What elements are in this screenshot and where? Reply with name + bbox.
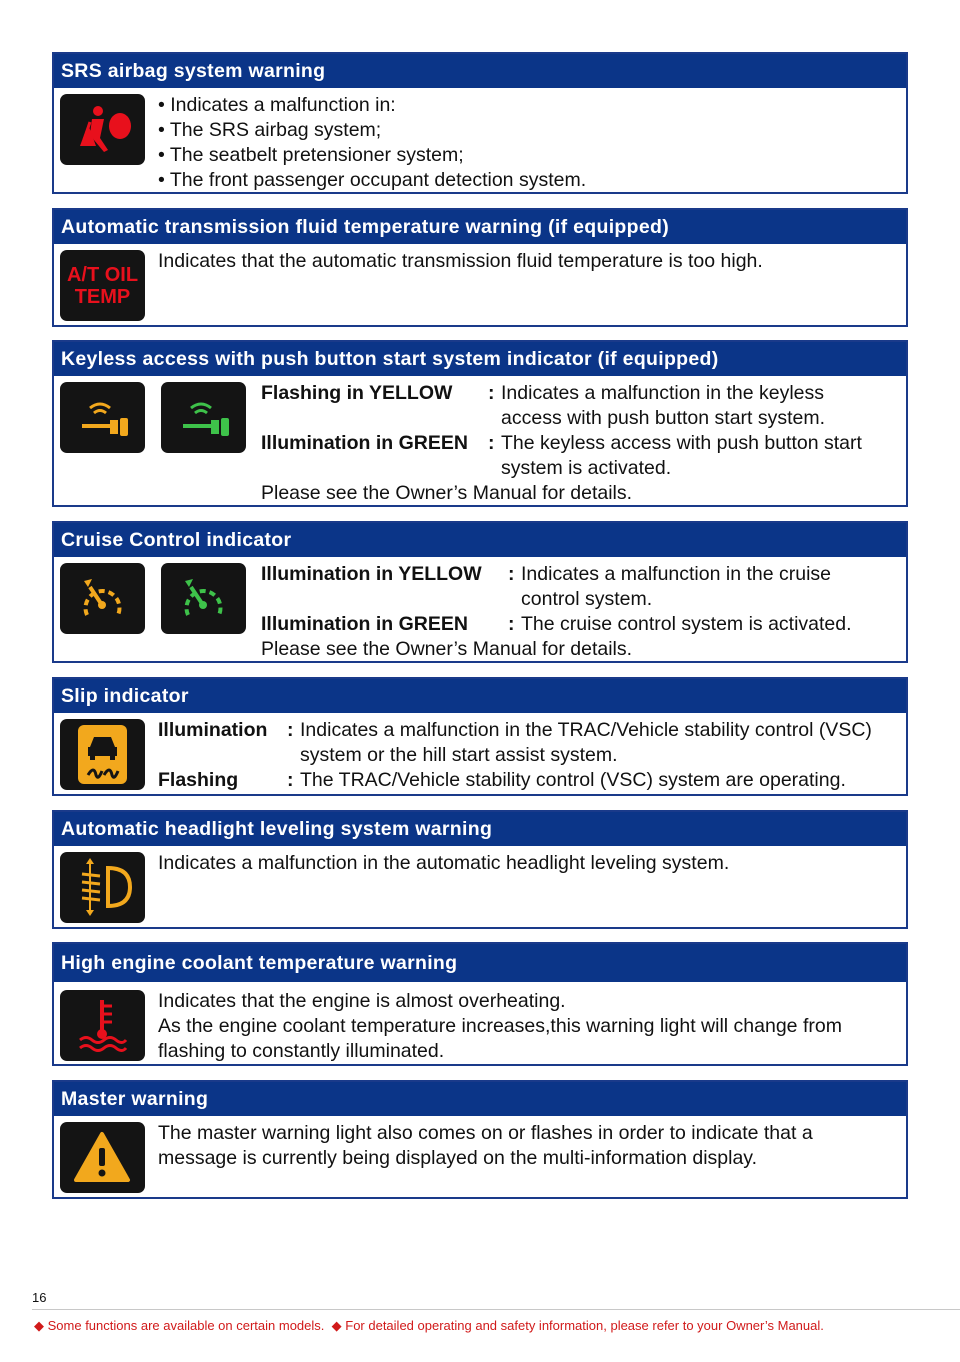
- slip-desc-1a: Indicates a malfunction in the TRAC/Vehicle stability control (VSC): [300, 719, 872, 741]
- slip-desc-1b: system or the hill start assist system.: [300, 744, 618, 766]
- srs-line-3: • The seatbelt pretensioner system;: [158, 144, 464, 166]
- coolant-line-1: Indicates that the engine is almost overheating.: [158, 990, 566, 1012]
- srs-line-4: • The front passenger occupant detection system.: [158, 169, 587, 191]
- coolant-temperature-section: [52, 942, 908, 1066]
- keyless-desc-2a: The keyless access with push button start: [501, 432, 862, 454]
- at-oil-icon-line-1: A/T OIL: [66, 264, 139, 286]
- page-number: 16: [32, 1290, 47, 1305]
- footer-text-1: Some functions are available on certain models.: [47, 1318, 325, 1333]
- keyless-desc-1b: access with push button start system.: [501, 407, 826, 429]
- keyless-note: Please see the Owner’s Manual for details.: [261, 482, 633, 504]
- cruise-desc-1b: control system.: [521, 588, 653, 610]
- master-warning-section: [52, 1080, 908, 1199]
- cruise-desc-2a: The cruise control system is activated.: [521, 613, 852, 635]
- slip-indicator-section: [52, 677, 908, 796]
- coolant-line-2: As the engine coolant temperature increases,this warning light will change from: [158, 1015, 842, 1037]
- cruise-colon-1: :: [508, 563, 515, 585]
- cruise-label-1: Illumination in YELLOW: [261, 563, 482, 585]
- master-line-1: The master warning light also comes on or flashes in order to indicate that a: [158, 1122, 813, 1144]
- keyless-desc-2b: system is activated.: [501, 457, 672, 479]
- cruise-green-icon: [161, 563, 246, 634]
- keyless-colon-2: :: [488, 432, 495, 454]
- keyless-label-1: Flashing in YELLOW: [261, 382, 453, 404]
- keyless-section: [52, 340, 908, 507]
- section-title: SRS airbag system warning: [54, 54, 906, 88]
- coolant-temperature-icon: [60, 990, 145, 1061]
- section-title: High engine coolant temperature warning: [54, 944, 906, 982]
- airbag-icon: [60, 94, 145, 165]
- keyless-desc-1a: Indicates a malfunction in the keyless: [501, 382, 825, 404]
- footer-divider: [32, 1309, 960, 1310]
- section-title: Automatic transmission fluid temperature warning (if equipped): [54, 210, 906, 244]
- key-yellow-icon: [60, 382, 145, 453]
- master-line-2: message is currently being displayed on the multi-information display.: [158, 1147, 758, 1169]
- section-title: Slip indicator: [54, 679, 906, 713]
- cruise-note: Please see the Owner’s Manual for details.: [261, 638, 633, 660]
- slip-label-1: Illumination: [158, 719, 268, 741]
- diamond-icon: ◆: [34, 1318, 44, 1333]
- footer-text-2: For detailed operating and safety information, please refer to your Owner’s Manual.: [345, 1318, 824, 1333]
- headlight-leveling-icon: [60, 852, 145, 923]
- cruise-colon-2: :: [508, 613, 515, 635]
- section-title: Master warning: [54, 1082, 906, 1116]
- footer-disclaimer: [34, 1318, 824, 1334]
- slip-label-2: Flashing: [158, 769, 239, 791]
- at-oil-icon-line-2: TEMP: [74, 286, 131, 308]
- at-oil-temp-section: [52, 208, 908, 327]
- section-title: Keyless access with push button start system indicator (if equipped): [54, 342, 906, 376]
- cruise-yellow-icon: [60, 563, 145, 634]
- slip-colon-2: :: [287, 769, 294, 791]
- cruise-label-2: Illumination in GREEN: [261, 613, 468, 635]
- coolant-line-3: flashing to constantly illuminated.: [158, 1040, 445, 1062]
- keyless-colon-1: :: [488, 382, 495, 404]
- slip-colon-1: :: [287, 719, 294, 741]
- keyless-label-2: Illumination in GREEN: [261, 432, 468, 454]
- master-warning-icon: [60, 1122, 145, 1193]
- section-title: Automatic headlight leveling system warning: [54, 812, 906, 846]
- at-oil-text: Indicates that the automatic transmission fluid temperature is too high.: [158, 250, 763, 272]
- cruise-control-section: [52, 521, 908, 663]
- slip-desc-2a: The TRAC/Vehicle stability control (VSC) system are operating.: [300, 769, 846, 791]
- srs-airbag-section: [52, 52, 908, 194]
- cruise-desc-1a: Indicates a malfunction in the cruise: [521, 563, 832, 585]
- srs-line-1: • Indicates a malfunction in:: [158, 94, 396, 116]
- srs-line-2: • The SRS airbag system;: [158, 119, 382, 141]
- key-green-icon: [161, 382, 246, 453]
- at-oil-temp-icon: [60, 250, 145, 321]
- diamond-icon: ◆: [331, 1318, 342, 1333]
- headlight-leveling-section: [52, 810, 908, 929]
- section-title: Cruise Control indicator: [54, 523, 906, 557]
- headlight-text: Indicates a malfunction in the automatic headlight leveling system.: [158, 852, 730, 874]
- slip-car-icon: [60, 719, 145, 790]
